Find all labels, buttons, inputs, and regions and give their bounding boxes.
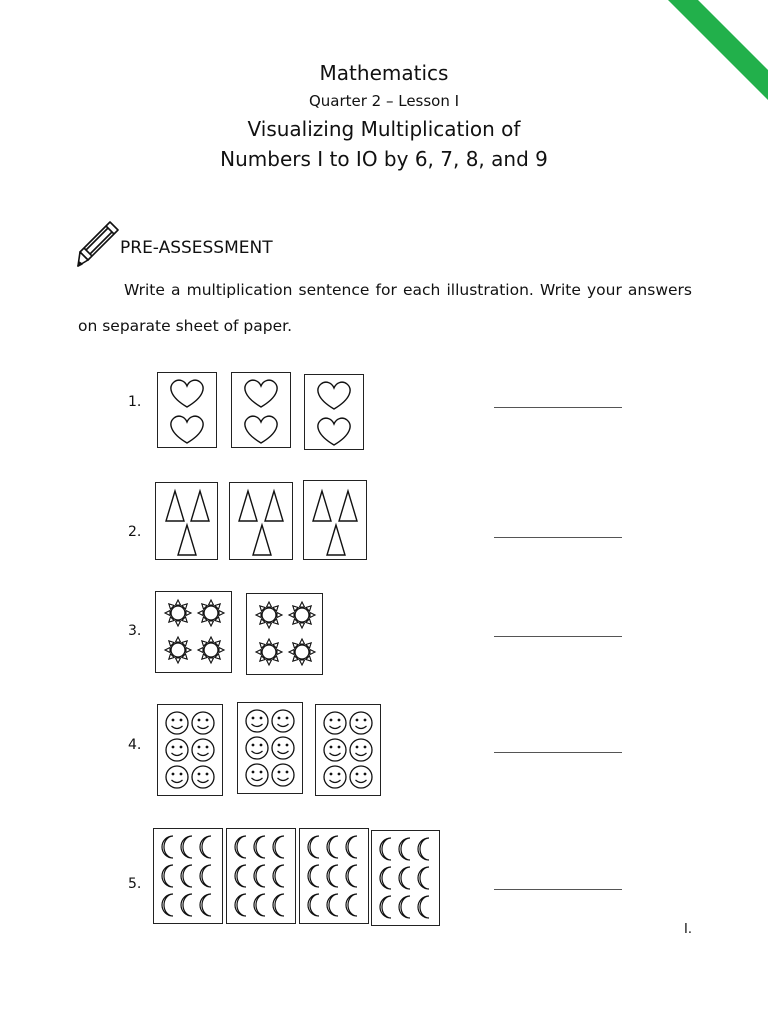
item-number: 3. <box>128 623 142 639</box>
page-number: I. <box>684 922 692 937</box>
moon-icon-group <box>372 831 439 925</box>
answer-line <box>494 752 622 753</box>
subject-title: Mathematics <box>319 61 449 85</box>
sun-icon-group <box>156 592 231 672</box>
lesson-title-line-2: Numbers I to IO by 6, 7, 8, and 9 <box>220 147 548 171</box>
heart-icon-group <box>305 375 363 449</box>
group-box <box>155 591 232 673</box>
smiley-icon-group <box>158 705 222 795</box>
group-box <box>315 704 381 796</box>
group-box <box>226 828 296 924</box>
group-box <box>157 372 217 448</box>
moon-icon-group <box>300 829 368 923</box>
heart-icon-group <box>232 373 290 447</box>
lesson-title-line-1: Visualizing Multiplication of <box>247 117 521 141</box>
group-box <box>246 593 323 675</box>
item-number: 4. <box>128 737 142 753</box>
item-number: 2. <box>128 524 142 540</box>
smiley-icon-group <box>238 703 302 793</box>
group-box <box>371 830 440 926</box>
group-box <box>237 702 303 794</box>
moon-icon-group <box>154 829 222 923</box>
group-box <box>157 704 223 796</box>
pre-assessment-heading <box>74 218 273 270</box>
heart-icon-group <box>158 373 216 447</box>
group-box <box>155 482 218 560</box>
group-box <box>304 374 364 450</box>
triangle-icon-group <box>304 481 366 559</box>
answer-line <box>494 407 622 408</box>
answer-line <box>494 636 622 637</box>
group-box <box>229 482 293 560</box>
quarter-lesson: Quarter 2 – Lesson I <box>308 92 460 110</box>
answer-line <box>494 537 622 538</box>
group-box <box>299 828 369 924</box>
smiley-icon-group <box>316 705 380 795</box>
moon-icon-group <box>227 829 295 923</box>
item-number: 1. <box>128 394 142 410</box>
triangle-icon-group <box>230 483 292 559</box>
pencil-icon <box>74 218 124 270</box>
instructions-text: Write a multiplication sentence for each illustration. Write your answers on separate sheet of paper. <box>78 281 692 335</box>
group-box <box>153 828 223 924</box>
answer-line <box>494 889 622 890</box>
group-box <box>231 372 291 448</box>
sun-icon-group <box>247 594 322 674</box>
group-box <box>303 480 367 560</box>
lesson-header <box>0 58 768 174</box>
triangle-icon-group <box>156 483 217 559</box>
section-label: PRE-ASSESSMENT <box>120 238 273 258</box>
item-number: 5. <box>128 876 142 892</box>
